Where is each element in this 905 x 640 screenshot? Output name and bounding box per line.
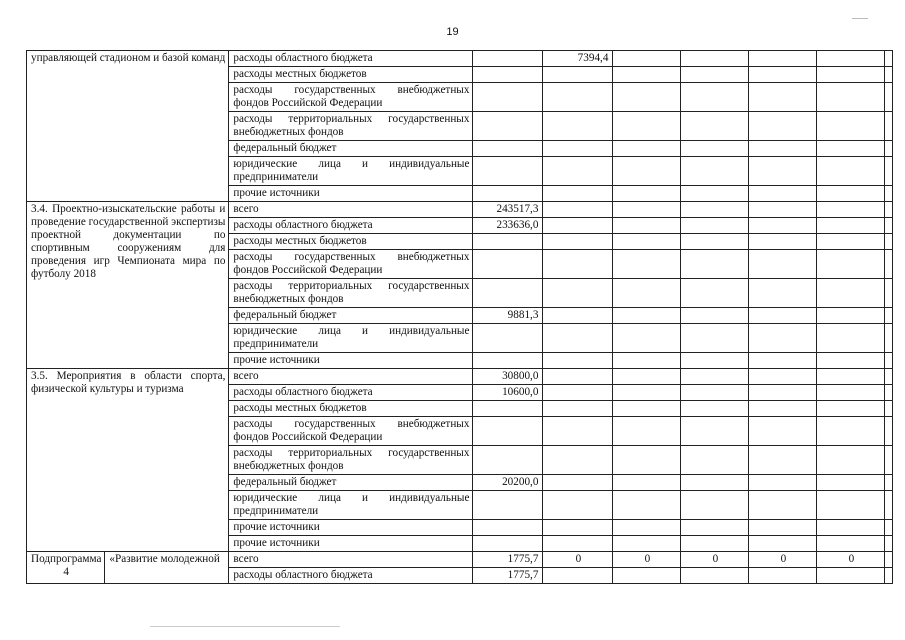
value-cell [681,250,749,279]
value-cell [543,446,613,475]
value-cell [749,218,817,234]
value-cell [885,112,893,141]
value-cell [681,369,749,385]
value-cell [749,308,817,324]
table-row [27,51,893,67]
value-cell [817,353,885,369]
value-cell [543,401,613,417]
value-cell [613,157,681,186]
value-cell [885,417,893,446]
value-cell [613,491,681,520]
row-label: расходы областного бюджета [229,385,473,401]
value-cell [473,446,543,475]
value-cell [613,401,681,417]
value-cell [543,353,613,369]
value-cell [749,234,817,250]
value-cell [681,218,749,234]
value-cell [885,308,893,324]
value-cell [885,83,893,112]
value-cell [473,83,543,112]
value-cell [543,141,613,157]
value-cell [681,186,749,202]
row-label: всего [229,202,473,218]
value-cell [543,234,613,250]
value-cell [681,112,749,141]
value-cell [817,324,885,353]
row-label: расходы местных бюджетов [229,401,473,417]
value-cell [613,308,681,324]
value-cell [885,202,893,218]
value-cell [749,536,817,552]
row-label: прочие источники [229,186,473,202]
value-cell [817,417,885,446]
value-cell [885,157,893,186]
value-cell [543,417,613,446]
row-label: всего [229,369,473,385]
value-cell [749,475,817,491]
value-cell: 30800,0 [473,369,543,385]
value-cell [817,308,885,324]
value-cell [885,401,893,417]
value-cell [681,324,749,353]
row-label: прочие источники [229,353,473,369]
value-cell [473,51,543,67]
value-cell [749,417,817,446]
value-cell: 10600,0 [473,385,543,401]
value-cell [749,446,817,475]
value-cell [749,369,817,385]
value-cell [473,520,543,536]
value-cell [613,475,681,491]
value-cell [613,202,681,218]
row-label: расходы местных бюджетов [229,67,473,83]
value-cell [613,536,681,552]
value-cell [473,536,543,552]
value-cell [749,112,817,141]
value-cell [749,568,817,584]
value-cell [885,536,893,552]
value-cell [885,51,893,67]
value-cell [543,385,613,401]
value-cell [473,157,543,186]
value-cell [613,417,681,446]
table-row [27,369,893,385]
value-cell [473,234,543,250]
value-cell [749,157,817,186]
value-cell [885,491,893,520]
value-cell [681,279,749,308]
value-cell [681,491,749,520]
value-cell [473,112,543,141]
value-cell [613,568,681,584]
value-cell [817,112,885,141]
value-cell [543,308,613,324]
value-cell [885,475,893,491]
value-cell [613,385,681,401]
value-cell [473,250,543,279]
value-cell [885,324,893,353]
row-label: расходы государственных внебюджетных фондов Российской Федерации [229,83,473,112]
value-cell [817,491,885,520]
row-label: расходы областного бюджета [229,218,473,234]
row-label: расходы государственных внебюджетных фондов Российской Федерации [229,417,473,446]
value-cell: 0 [681,552,749,568]
value-cell [817,568,885,584]
value-cell [681,157,749,186]
value-cell [613,446,681,475]
value-cell [473,324,543,353]
value-cell [749,186,817,202]
value-cell [817,218,885,234]
value-cell [473,353,543,369]
value-cell [749,250,817,279]
value-cell [613,234,681,250]
value-cell [885,446,893,475]
value-cell [817,51,885,67]
value-cell [817,536,885,552]
value-cell [885,369,893,385]
value-cell [613,369,681,385]
value-cell [885,552,893,568]
value-cell [885,234,893,250]
value-cell [749,401,817,417]
value-cell [817,141,885,157]
value-cell [473,279,543,308]
value-cell [817,250,885,279]
value-cell [613,83,681,112]
value-cell [473,417,543,446]
value-cell [885,385,893,401]
subprogram-title: «Развитие молодежной [105,552,229,584]
value-cell [543,279,613,308]
value-cell [543,491,613,520]
value-cell [681,536,749,552]
value-cell [817,279,885,308]
value-cell [817,186,885,202]
value-cell [749,202,817,218]
table-row [27,552,893,568]
row-label: юридические лица и индивидуальные предприниматели [229,157,473,186]
value-cell [749,279,817,308]
value-cell [613,112,681,141]
value-cell [749,353,817,369]
row-label: федеральный бюджет [229,141,473,157]
value-cell: 243517,3 [473,202,543,218]
value-cell [681,51,749,67]
value-cell [613,186,681,202]
value-cell [613,67,681,83]
value-cell [817,520,885,536]
value-cell [473,67,543,83]
value-cell [749,520,817,536]
value-cell: 20200,0 [473,475,543,491]
value-cell [817,67,885,83]
value-cell [817,369,885,385]
value-cell [613,520,681,536]
value-cell [613,279,681,308]
value-cell [543,83,613,112]
value-cell [543,186,613,202]
value-cell [613,250,681,279]
value-cell [817,385,885,401]
value-cell [543,475,613,491]
value-cell [885,279,893,308]
value-cell [885,186,893,202]
row-label: расходы областного бюджета [229,568,473,584]
value-cell [817,234,885,250]
value-cell: 9881,3 [473,308,543,324]
value-cell [749,141,817,157]
row-label: расходы территориальных государственных внебюджетных фондов [229,446,473,475]
table-body [27,51,893,584]
value-cell [543,157,613,186]
value-cell [681,353,749,369]
row-label: прочие источники [229,536,473,552]
value-cell: 0 [613,552,681,568]
value-cell [817,83,885,112]
value-cell [473,491,543,520]
value-cell [543,536,613,552]
value-cell [749,491,817,520]
budget-table [26,50,893,584]
value-cell [681,401,749,417]
scan-mark [852,18,868,19]
section-description: управляющей стадионом и базой команд [27,51,229,202]
value-cell [817,157,885,186]
value-cell [543,250,613,279]
value-cell [543,67,613,83]
value-cell [885,353,893,369]
value-cell [543,520,613,536]
subprogram-code: Подпрограмма 4 [27,552,105,584]
value-cell: 1775,7 [473,568,543,584]
value-cell [749,385,817,401]
value-cell: 0 [749,552,817,568]
value-cell [543,112,613,141]
row-label: юридические лица и индивидуальные предприниматели [229,491,473,520]
value-cell [473,186,543,202]
page-number: 19 [446,26,459,38]
value-cell [749,67,817,83]
value-cell [681,141,749,157]
value-cell [681,234,749,250]
value-cell [613,218,681,234]
value-cell [817,401,885,417]
value-cell [613,324,681,353]
row-label: расходы местных бюджетов [229,234,473,250]
value-cell [749,324,817,353]
value-cell [473,401,543,417]
row-label: расходы областного бюджета [229,51,473,67]
value-cell: 233636,0 [473,218,543,234]
value-cell [613,353,681,369]
value-cell [885,141,893,157]
value-cell [543,218,613,234]
value-cell [681,568,749,584]
value-cell [681,385,749,401]
value-cell [817,475,885,491]
value-cell: 0 [543,552,613,568]
value-cell [613,141,681,157]
value-cell: 7394,4 [543,51,613,67]
row-label: всего [229,552,473,568]
value-cell [681,446,749,475]
value-cell [885,520,893,536]
value-cell [681,67,749,83]
value-cell [543,202,613,218]
row-label: расходы территориальных государственных внебюджетных фондов [229,279,473,308]
value-cell [885,218,893,234]
value-cell [817,446,885,475]
row-label: федеральный бюджет [229,475,473,491]
value-cell [681,83,749,112]
value-cell [681,475,749,491]
value-cell [681,417,749,446]
value-cell [543,324,613,353]
value-cell [885,250,893,279]
value-cell: 0 [817,552,885,568]
value-cell [543,568,613,584]
value-cell [681,202,749,218]
value-cell [885,67,893,83]
table-row [27,202,893,218]
row-label: федеральный бюджет [229,308,473,324]
row-label: расходы территориальных государственных внебюджетных фондов [229,112,473,141]
value-cell [681,520,749,536]
value-cell [543,369,613,385]
row-label: прочие источники [229,520,473,536]
value-cell [749,83,817,112]
value-cell: 1775,7 [473,552,543,568]
value-cell [749,51,817,67]
row-label: расходы государственных внебюджетных фондов Российской Федерации [229,250,473,279]
value-cell [817,202,885,218]
section-description: 3.5. Мероприятия в области спорта, физической культуры и туризма [27,369,229,552]
row-label: юридические лица и индивидуальные предприниматели [229,324,473,353]
value-cell [613,51,681,67]
value-cell [885,568,893,584]
section-description: 3.4. Проектно-изыскательские работы и проведение государственной экспертизы проектной документации по спортивным сооружениям для проведения игр Чемпионата мира по футболу 2018 [27,202,229,369]
value-cell [473,141,543,157]
value-cell [681,308,749,324]
scan-line [150,626,340,627]
